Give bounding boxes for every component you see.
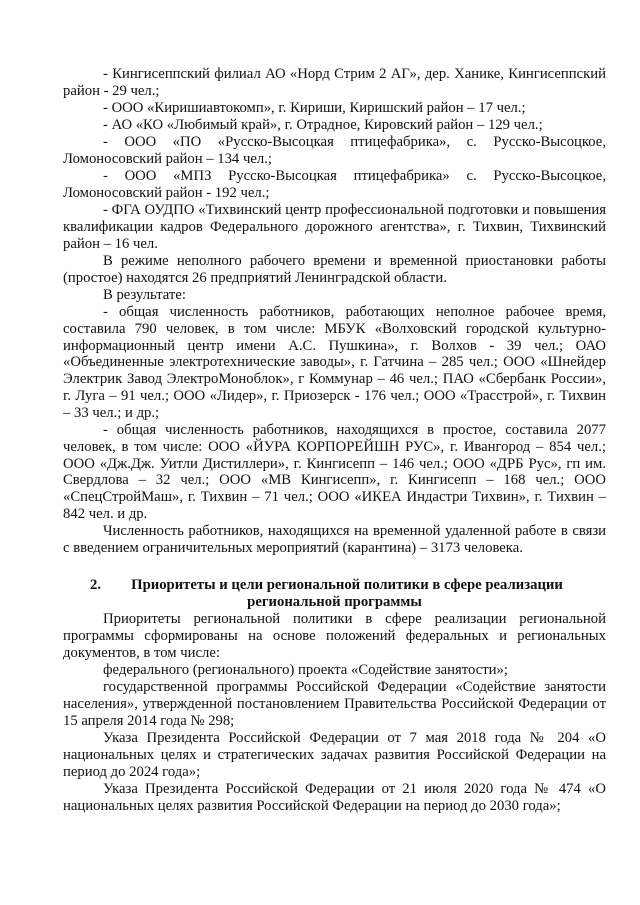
section-heading	[63, 577, 606, 611]
paragraph-1: - Кингисеппский филиал АО «Норд Стрим 2 АГ», дер. Ханике, Кингисеппский район - 29 чел.;	[63, 66, 606, 99]
section-title-line-1: Приоритеты и цели региональной политики в сфере реализации	[131, 577, 563, 593]
paragraph-9: - общая численность работников, работающих неполное рабочее время, составила 790 человек, в том числе: МБУК «Волховский городской культурно-информационный центр имени А.С. Пушкина», г. Волхов - 39 чел.; ОАО «Объединенные электротехнические заводы», г. Гатчина – 285 чел.; ООО «Шнейдер Электрик Завод ЭлектроМоноблок», г Коммунар – 46 чел.; ПАО «Сбербанк России», г. Луга – 91 чел.; ООО «Лидер», г. Приозерск - 176 чел.; ООО «Трасстрой», г. Тихвин – 33 чел.; и др.;	[63, 304, 606, 421]
paragraph-14: государственной программы Российской Федерации «Содействие занятости населения», утвержденной постановлением Правительства Российской Федерации от 15 апреля 2014 года № 298;	[63, 679, 606, 729]
paragraph-13: федерального (регионального) проекта «Содействие занятости»;	[103, 662, 508, 678]
paragraph-4: - ООО «ПО «Русско-Высоцкая птицефабрика», с. Русско-Высоцкое, Ломоносовский район – 134 чел.;	[63, 134, 606, 167]
paragraph-10: - общая численность работников, находящихся в простое, составила 2077 человек, в том числе: ООО «ЙУРА КОРПОРЕЙШН РУС», г. Ивангород – 854 чел.; ООО «Дж.Дж. Уитли Дистиллери», г. Кингисепп – 146 чел.; ООО «ДРБ Рус», гп им. Свердлова – 32 чел.; ООО «МВ Кингисепп», г. Кингисепп – 168 чел.; ООО «СпецСтройМаш», г. Тихвин – 71 чел.; ООО «ИКЕА Индастри Тихвин», г. Тихвин – 842 чел. и др.	[63, 422, 606, 522]
paragraph-7: В режиме неполного рабочего времени и временной приостановки работы (простое) находятся 26 предприятий Ленинградской области.	[63, 253, 606, 286]
paragraph-5: - ООО «МПЗ Русско-Высоцкая птицефабрика» с. Русско-Высоцкое, Ломоносовский район - 192 чел.;	[63, 168, 606, 201]
section-title-line-2: региональной программы	[247, 593, 422, 610]
paragraph-11: Численность работников, находящихся на временной удаленной работе в связи с введением ограничительных мероприятий (карантина) – 3173 человека.	[63, 523, 606, 556]
paragraph-15: Указа Президента Российской Федерации от 7 мая 2018 года № 204 «О национальных целях и стратегических задачах развития Российской Федерации на период до 2024 года»;	[63, 730, 606, 780]
paragraph-12: Приоритеты региональной политики в сфере реализации региональной программы сформированы на основе положений федеральных и региональных документов, в том числе:	[63, 611, 606, 661]
paragraph-3: - АО «КО «Любимый край», г. Отрадное, Кировский район – 129 чел.;	[103, 117, 543, 133]
paragraph-8: В результате:	[103, 287, 186, 303]
paragraph-6: - ФГА ОУДПО «Тихвинский центр профессиональной подготовки и повышения квалификации кадров Федерального дорожного агентства», г. Тихвин, Тихвинский район – 16 чел.	[63, 202, 606, 252]
paragraph-16: Указа Президента Российской Федерации от 21 июля 2020 года № 474 «О национальных целях развития Российской Федерации на период до 2030 года»;	[63, 781, 606, 814]
paragraph-2: - ООО «Киришиавтокомп», г. Кириши, Киришский район – 17 чел.;	[103, 100, 526, 116]
section-number: 2.	[90, 577, 102, 593]
